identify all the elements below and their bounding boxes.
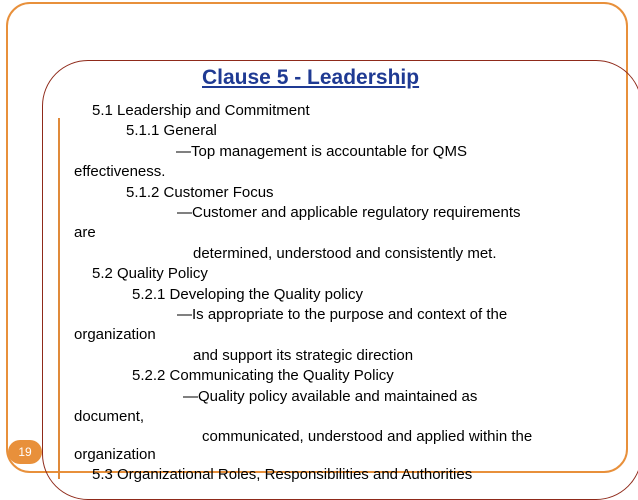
subsection-heading: 5.2.2 Communicating the Quality Policy <box>132 367 394 384</box>
body-text: effectiveness. <box>74 163 166 180</box>
slide-title: Clause 5 - Leadership <box>202 66 420 89</box>
body-text: —Customer and applicable regulatory requirements <box>177 204 521 221</box>
body-text: —Is appropriate to the purpose and context of the <box>177 306 508 323</box>
section-heading: 5.3 Organizational Roles, Responsibilities and Authorities <box>92 466 473 483</box>
body-text: —Quality policy available and maintained as <box>183 388 478 405</box>
subsection-heading: 5.1.1 General <box>126 122 217 139</box>
body-text: organization <box>74 446 156 463</box>
accent-line <box>58 118 60 479</box>
section-heading: 5.2 Quality Policy <box>92 265 208 282</box>
body-text: —Top management is accountable for QMS <box>176 143 467 160</box>
body-text: and support its strategic direction <box>193 347 414 364</box>
section-heading: 5.1 Leadership and Commitment <box>92 102 310 119</box>
subsection-heading: 5.1.2 Customer Focus <box>126 184 274 201</box>
page-number-badge: 19 <box>8 440 42 464</box>
body-text: determined, understood and consistently met. <box>193 245 497 262</box>
body-text: communicated, understood and applied within the <box>202 428 533 445</box>
body-text: are <box>74 224 96 241</box>
body-text: organization <box>74 326 156 343</box>
subsection-heading: 5.2.1 Developing the Quality policy <box>132 286 363 303</box>
body-text: document, <box>74 408 145 425</box>
